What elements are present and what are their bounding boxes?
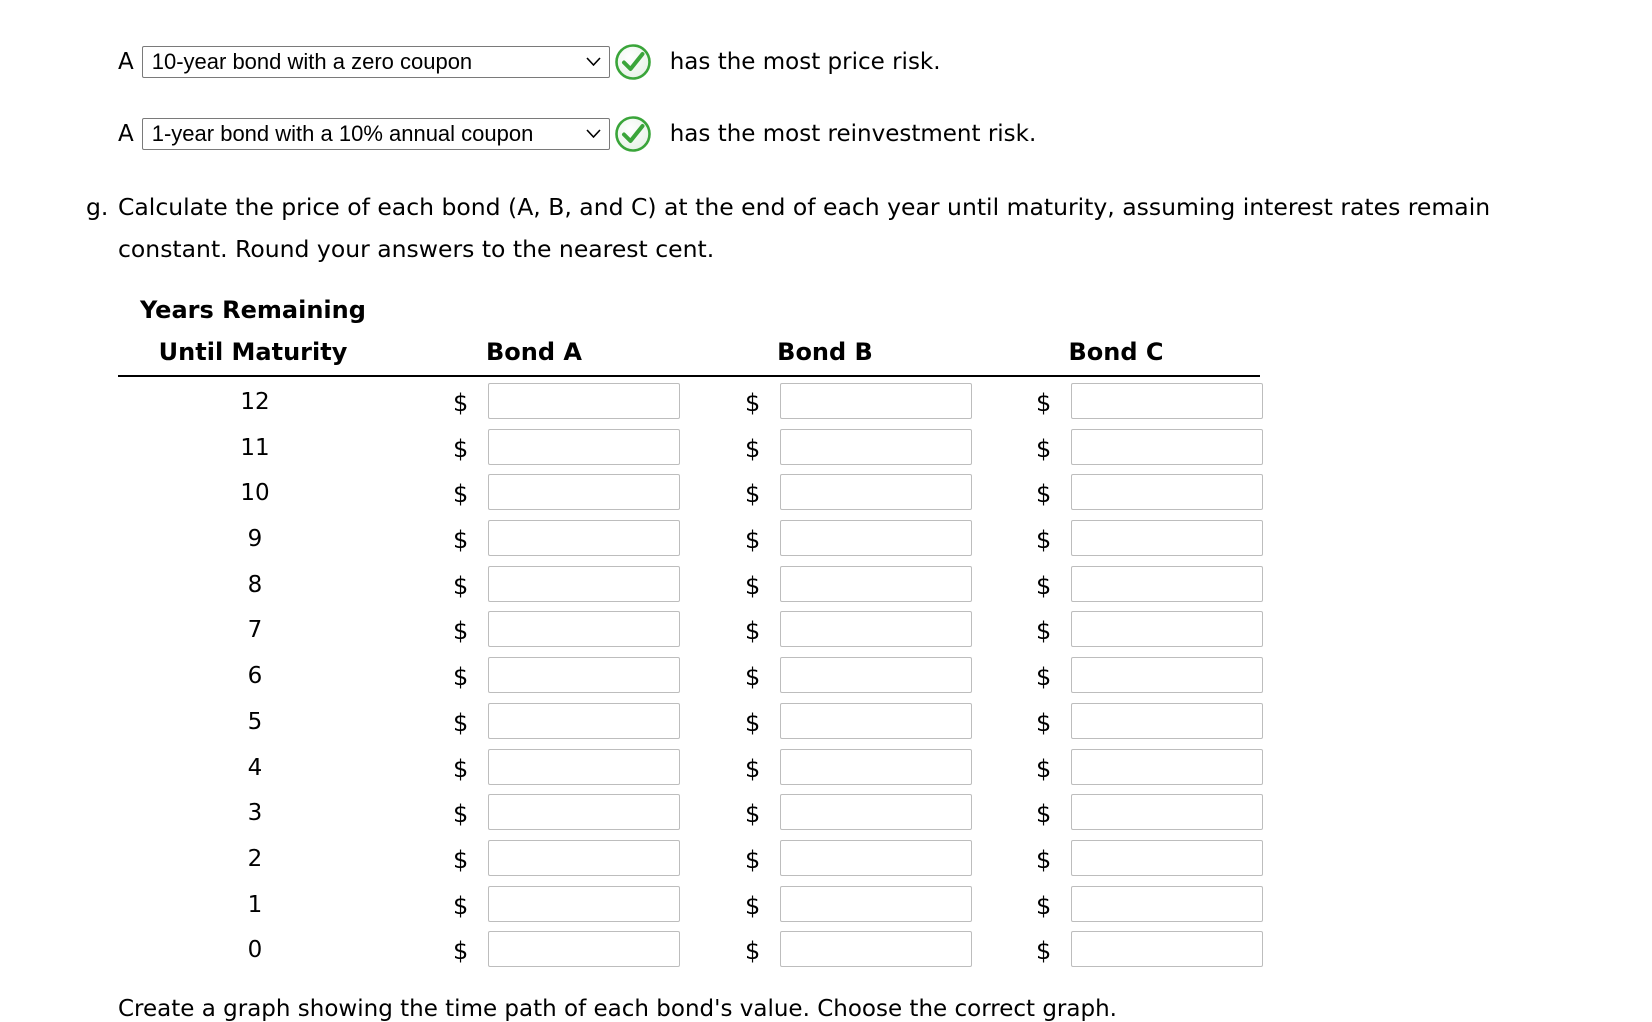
reinvestment-risk-text: has the most reinvestment risk.	[669, 121, 1037, 147]
reinvestment-risk-article: A	[118, 121, 134, 147]
years-remaining-cell: 11	[240, 434, 270, 461]
table-row	[0, 380, 1652, 426]
price-risk-row	[118, 44, 941, 80]
table-row	[0, 471, 1652, 517]
correct-check-icon	[614, 43, 652, 81]
dollar-sign: $	[453, 891, 469, 920]
dollar-sign: $	[1036, 389, 1052, 417]
bond-c-price-input[interactable]	[1071, 840, 1263, 876]
bond-a-price-input[interactable]	[488, 611, 680, 647]
dollar-sign: $	[453, 937, 469, 966]
bond-price-table	[0, 380, 1652, 974]
years-remaining-cell: 8	[247, 571, 263, 598]
header-years-line1: Years Remaining	[140, 296, 366, 324]
bond-c-price-input[interactable]	[1071, 703, 1263, 739]
bond-a-price-input[interactable]	[488, 566, 680, 602]
bond-a-price-input[interactable]	[488, 840, 680, 876]
header-bond-a: Bond A	[486, 338, 582, 366]
dollar-sign: $	[1036, 845, 1052, 874]
dollar-sign: $	[453, 571, 469, 600]
years-remaining-cell: 0	[247, 937, 263, 964]
reinvestment-risk-row	[118, 116, 1036, 152]
header-years-line2: Until Maturity	[158, 338, 348, 366]
years-remaining-cell: 12	[240, 389, 270, 415]
bond-a-price-input[interactable]	[488, 383, 680, 419]
dollar-sign: $	[1036, 891, 1052, 920]
dollar-sign: $	[745, 663, 761, 692]
dollar-sign: $	[1036, 663, 1052, 692]
bond-c-price-input[interactable]	[1071, 383, 1263, 419]
years-remaining-cell: 9	[247, 526, 263, 553]
bond-b-price-input[interactable]	[780, 931, 972, 967]
bond-c-price-input[interactable]	[1071, 794, 1263, 830]
header-bond-c: Bond C	[1068, 338, 1164, 366]
bond-b-price-input[interactable]	[780, 383, 972, 419]
dollar-sign: $	[453, 845, 469, 874]
bond-a-price-input[interactable]	[488, 886, 680, 922]
table-row	[0, 791, 1652, 837]
bond-b-price-input[interactable]	[780, 429, 972, 465]
years-remaining-cell: 3	[247, 800, 263, 827]
dollar-sign: $	[1036, 526, 1052, 555]
bond-a-price-input[interactable]	[488, 429, 680, 465]
years-remaining-cell: 1	[247, 891, 263, 918]
dollar-sign: $	[1036, 800, 1052, 829]
price-risk-text: has the most price risk.	[669, 49, 941, 75]
dollar-sign: $	[745, 389, 761, 417]
table-row	[0, 700, 1652, 746]
dollar-sign: $	[453, 526, 469, 555]
bond-b-price-input[interactable]	[780, 886, 972, 922]
bond-c-price-input[interactable]	[1071, 474, 1263, 510]
bond-a-price-input[interactable]	[488, 657, 680, 693]
bond-c-price-input[interactable]	[1071, 520, 1263, 556]
bond-b-price-input[interactable]	[780, 840, 972, 876]
bond-b-price-input[interactable]	[780, 520, 972, 556]
bond-c-price-input[interactable]	[1071, 566, 1263, 602]
bond-b-price-input[interactable]	[780, 566, 972, 602]
dollar-sign: $	[745, 800, 761, 829]
dollar-sign: $	[745, 480, 761, 509]
dollar-sign: $	[1036, 571, 1052, 600]
dollar-sign: $	[453, 434, 469, 463]
bond-c-price-input[interactable]	[1071, 749, 1263, 785]
question-g	[86, 186, 1576, 270]
bond-a-price-input[interactable]	[488, 794, 680, 830]
dollar-sign: $	[453, 663, 469, 692]
price-risk-article: A	[118, 49, 134, 75]
dollar-sign: $	[745, 526, 761, 555]
table-row	[0, 563, 1652, 609]
years-remaining-cell: 4	[247, 754, 263, 781]
graph-instruction-text: Create a graph showing the time path of each bond's value. Choose the correct graph.	[118, 996, 1117, 1022]
question-g-label: g.	[86, 193, 109, 221]
bond-c-price-input[interactable]	[1071, 611, 1263, 647]
bond-c-price-input[interactable]	[1071, 931, 1263, 967]
dollar-sign: $	[1036, 617, 1052, 646]
dollar-sign: $	[1036, 708, 1052, 737]
bond-a-price-input[interactable]	[488, 749, 680, 785]
reinvestment-risk-select[interactable]	[142, 118, 610, 150]
dollar-sign: $	[1036, 434, 1052, 463]
bond-a-price-input[interactable]	[488, 520, 680, 556]
header-bond-b: Bond B	[777, 338, 873, 366]
dollar-sign: $	[453, 617, 469, 646]
chevron-down-icon	[586, 128, 601, 140]
bond-b-price-input[interactable]	[780, 749, 972, 785]
table-row	[0, 928, 1652, 974]
dollar-sign: $	[453, 389, 469, 417]
dollar-sign: $	[453, 708, 469, 737]
dollar-sign: $	[745, 891, 761, 920]
table-row	[0, 654, 1652, 700]
bond-b-price-input[interactable]	[780, 657, 972, 693]
dollar-sign: $	[453, 480, 469, 509]
header-divider	[118, 375, 1260, 377]
table-row	[0, 517, 1652, 563]
years-remaining-cell: 5	[247, 708, 263, 735]
dollar-sign: $	[745, 708, 761, 737]
bond-c-price-input[interactable]	[1071, 429, 1263, 465]
years-remaining-cell: 6	[247, 663, 263, 690]
dollar-sign: $	[1036, 937, 1052, 966]
dollar-sign: $	[745, 937, 761, 966]
bond-b-price-input[interactable]	[780, 611, 972, 647]
table-row	[0, 608, 1652, 654]
dollar-sign: $	[745, 617, 761, 646]
table-row	[0, 883, 1652, 929]
bond-b-price-input[interactable]	[780, 703, 972, 739]
table-row	[0, 746, 1652, 792]
years-remaining-cell: 10	[240, 480, 270, 507]
bond-a-price-input[interactable]	[488, 474, 680, 510]
bond-c-price-input[interactable]	[1071, 886, 1263, 922]
bond-c-price-input[interactable]	[1071, 657, 1263, 693]
chevron-down-icon	[586, 56, 601, 68]
years-remaining-cell: 7	[247, 617, 263, 644]
dollar-sign: $	[745, 754, 761, 783]
table-row	[0, 426, 1652, 472]
reinvestment-risk-selected-value: 1-year bond with a 10% annual coupon	[151, 121, 534, 146]
years-remaining-cell: 2	[247, 845, 263, 872]
bond-b-price-input[interactable]	[780, 794, 972, 830]
dollar-sign: $	[453, 754, 469, 783]
dollar-sign: $	[453, 800, 469, 829]
table-row	[0, 837, 1652, 883]
dollar-sign: $	[1036, 754, 1052, 783]
dollar-sign: $	[745, 845, 761, 874]
price-risk-select[interactable]	[142, 46, 610, 78]
price-risk-selected-value: 10-year bond with a zero coupon	[151, 49, 473, 74]
bond-a-price-input[interactable]	[488, 703, 680, 739]
dollar-sign: $	[1036, 480, 1052, 509]
correct-check-icon	[614, 115, 652, 153]
question-g-text: Calculate the price of each bond (A, B, and C) at the end of each year until maturity, assuming interest rates remain constant. Round your answers to the nearest cent.	[118, 193, 1491, 263]
bond-a-price-input[interactable]	[488, 931, 680, 967]
dollar-sign: $	[745, 434, 761, 463]
bond-b-price-input[interactable]	[780, 474, 972, 510]
dollar-sign: $	[745, 571, 761, 600]
